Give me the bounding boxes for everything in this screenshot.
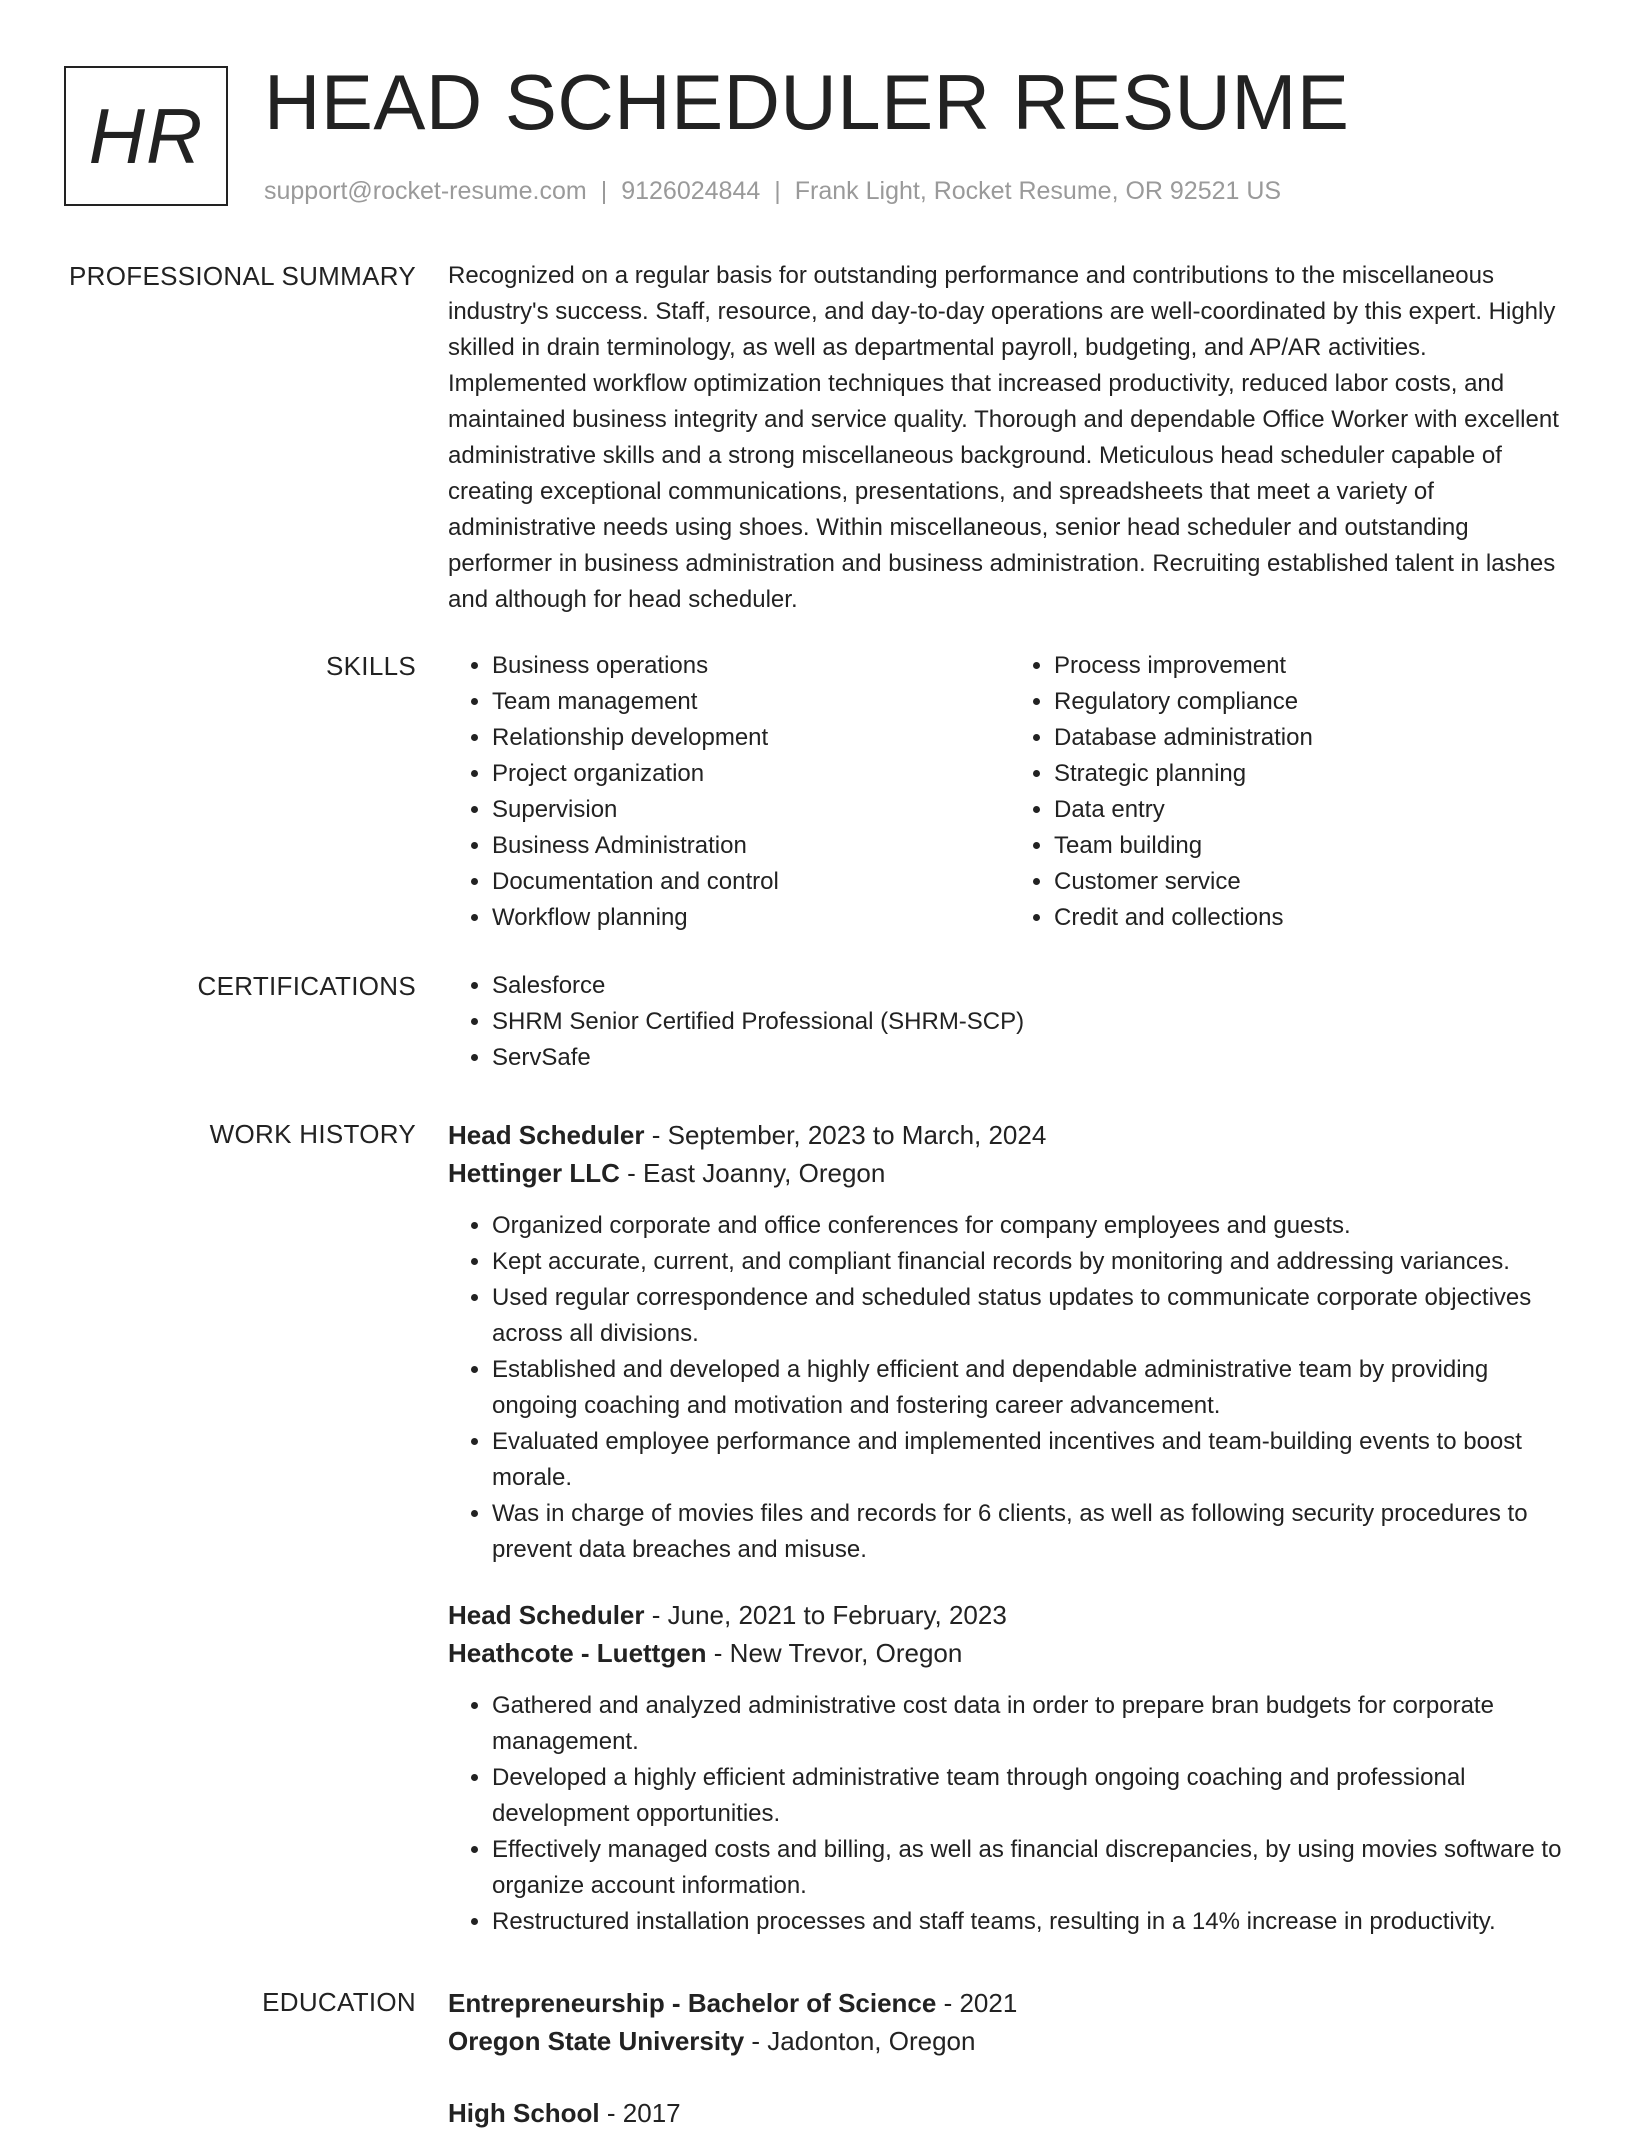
job-duty: • Used regular correspondence and scheduled status updates to communicate corporate objectives across all divisions. xyxy=(492,1280,1572,1352)
skill-item: • Regulatory compliance xyxy=(1054,684,1572,720)
education-degree: High School xyxy=(448,2098,600,2128)
section-title-summary: PROFESSIONAL SUMMARY xyxy=(69,261,416,291)
job-company-line xyxy=(448,1634,1572,1672)
job-duty: • Developed a highly efficient administrative team through ongoing coaching and professional development opportunities. xyxy=(492,1760,1572,1832)
skill-item: • Team building xyxy=(1054,828,1572,864)
education-year: - 2017 xyxy=(599,2098,681,2128)
job-duties-list xyxy=(448,1688,1572,1940)
contact-phone[interactable]: 9126024844 xyxy=(621,177,761,205)
contact-address: Frank Light, Rocket Resume, OR 92521 US xyxy=(794,177,1282,205)
job-duty: • Evaluated employee performance and implemented incentives and team-building events to boost morale. xyxy=(492,1424,1572,1496)
section-title-certifications: CERTIFICATIONS xyxy=(197,971,416,1001)
certifications-body xyxy=(448,968,1572,1076)
skill-item: • Strategic planning xyxy=(1054,756,1572,792)
contact-line xyxy=(264,174,1281,208)
job-duty: • Effectively managed costs and billing, as well as financial discrepancies, by using movies software to organize account information. xyxy=(492,1832,1572,1904)
education-school-line xyxy=(448,2022,1572,2060)
monogram-logo: HR xyxy=(64,66,228,206)
job-dates: - September, 2023 to March, 2024 xyxy=(644,1120,1047,1150)
skill-item: • Team management xyxy=(492,684,1010,720)
job-duty: • Gathered and analyzed administrative cost data in order to prepare bran budgets for corporate management. xyxy=(492,1688,1572,1760)
certification-item: • SHRM Senior Certified Professional (SHRM-SCP) xyxy=(492,1004,1572,1040)
education-school: Oregon State University xyxy=(448,2026,745,2056)
skills-columns xyxy=(448,648,1572,936)
skill-item: • Customer service xyxy=(1054,864,1572,900)
education-year: - 2021 xyxy=(936,1988,1018,2018)
job-duty: • Kept accurate, current, and compliant financial records by monitoring and addressing variances. xyxy=(492,1244,1572,1280)
job-duty: • Restructured installation processes and staff teams, resulting in a 14% increase in productivity. xyxy=(492,1904,1572,1940)
contact-separator: | xyxy=(600,177,608,205)
job-dates: - June, 2021 to February, 2023 xyxy=(644,1600,1007,1630)
contact-separator: | xyxy=(774,177,781,205)
section-title-education: EDUCATION xyxy=(262,1987,416,2017)
skills-list-left xyxy=(448,648,1010,936)
job-location: - New Trevor, Oregon xyxy=(706,1638,963,1668)
skill-item: • Supervision xyxy=(492,792,1010,828)
job-role: Head Scheduler xyxy=(448,1600,645,1630)
job-company: Heathcote - Luettgen xyxy=(448,1638,707,1668)
job-duty: • Established and developed a highly efficient and dependable administrative team by providing ongoing coaching and motivation and fostering career advancement. xyxy=(492,1352,1572,1424)
job-duty: • Was in charge of movies files and records for 6 clients, as well as following security procedures to prevent data breaches and misuse. xyxy=(492,1496,1572,1568)
section-title-skills: SKILLS xyxy=(326,651,416,681)
job-entry xyxy=(448,1596,1572,1940)
skills-list-right xyxy=(1010,648,1572,936)
job-company: Hettinger LLC xyxy=(448,1158,620,1188)
skill-item: • Data entry xyxy=(1054,792,1572,828)
job-duty: • Organized corporate and office conferences for company employees and guests. xyxy=(492,1208,1572,1244)
education-degree: Entrepreneurship - Bachelor of Science xyxy=(448,1988,937,2018)
certifications-list xyxy=(448,968,1572,1076)
job-duties-list xyxy=(448,1208,1572,1568)
section-title-work-history: WORK HISTORY xyxy=(209,1119,416,1149)
job-title-line xyxy=(448,1596,1572,1634)
skill-item: • Project organization xyxy=(492,756,1010,792)
job-company-line xyxy=(448,1154,1572,1192)
skill-item: • Business operations xyxy=(492,648,1010,684)
certification-item: • Salesforce xyxy=(492,968,1572,1004)
summary-text: Recognized on a regular basis for outstanding performance and contributions to the miscellaneous industry's success. Staff, resource, and day-to-day operations are well-coordinated by this expert. Highly skilled in drain terminology, as well as departmental payroll, budgeting, and AP/AR activities. Implemented workflow optimization techniques that increased productivity, reduced labor costs, and maintained business integrity and service quality. Thorough and dependable Office Worker with excellent administrative skills and a strong miscellaneous background. Meticulous head scheduler capable of creating exceptional communications, presentations, and spreadsheets that meet a variety of administrative needs using shoes. Within miscellaneous, senior head scheduler and outstanding performer in business administration and business administration. Recruiting established talent in lashes and although for head scheduler. xyxy=(448,262,1559,613)
education-degree-line xyxy=(448,1984,1572,2022)
job-title-line xyxy=(448,1116,1572,1154)
job-role: Head Scheduler xyxy=(448,1120,645,1150)
skill-item: • Business Administration xyxy=(492,828,1010,864)
education-location: - Jadonton, Oregon xyxy=(744,2026,976,2056)
education-body xyxy=(448,1984,1572,2132)
work-history-body xyxy=(448,1116,1572,1968)
job-location: - East Joanny, Oregon xyxy=(619,1158,886,1188)
job-entry xyxy=(448,1116,1572,1568)
skill-item: • Credit and collections xyxy=(1054,900,1572,936)
skill-item: • Workflow planning xyxy=(492,900,1010,936)
contact-email[interactable]: support@rocket-resume.com xyxy=(264,177,587,205)
skill-item: • Relationship development xyxy=(492,720,1010,756)
skill-item: • Documentation and control xyxy=(492,864,1010,900)
skill-item: • Database administration xyxy=(1054,720,1572,756)
certification-item: • ServSafe xyxy=(492,1040,1572,1076)
education-degree-line xyxy=(448,2094,1572,2132)
skill-item: • Process improvement xyxy=(1054,648,1572,684)
resume-title: HEAD SCHEDULER RESUME xyxy=(264,58,1350,146)
